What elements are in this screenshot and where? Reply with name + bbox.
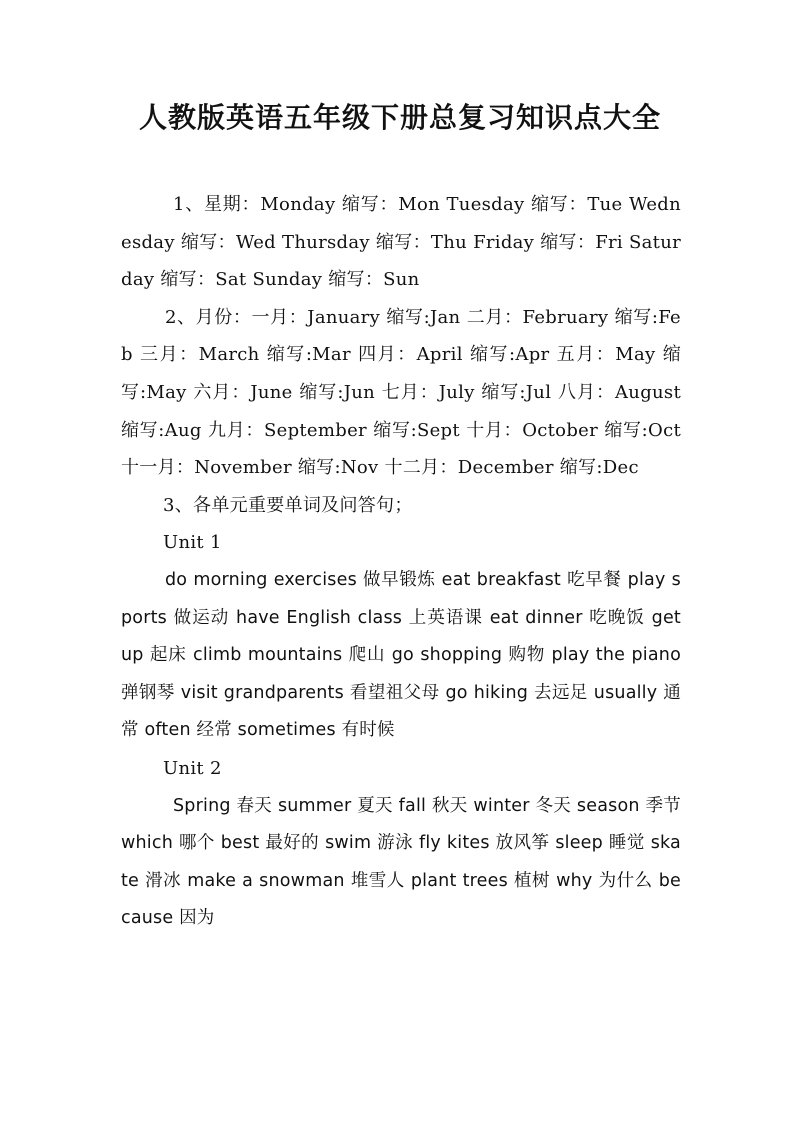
paragraph-section-3: 3、各单元重要单词及问答句； xyxy=(163,494,413,516)
paragraph-weekdays: 1、星期：Monday 缩写：Mon Tuesday 缩写：Tue Wednesday 缩写：Wed Thursday 缩写：Thu Friday 缩写：Fri Saturday 缩写：Sat Sunday 缩写：Sun xyxy=(121,194,681,291)
unit-1-vocabulary: do morning exercises 做早锻炼 eat breakfast 吃早餐 play sports 做运动 have English class 上英语课 eat dinner 吃晚饭 get up 起床 climb mountains 爬山 go shopping 购物 play the piano 弹钢琴 visit grandparents 看望祖父母 go hiking 去远足 usually 通常 often 经常 sometimes 有时候 xyxy=(121,569,681,741)
paragraph-months: 2、月份：一月：January 缩写:Jan 二月：February 缩写:Feb 三月：March 缩写:Mar 四月：April 缩写:Apr 五月：May 缩写:May 六月：June 缩写:Jun 七月：July 缩写:Jul 八月：August 缩写:Aug 九月：September 缩写:Sept 十月：October 缩写:Oct 十一月：November 缩写:Nov 十二月：December 缩写:Dec xyxy=(121,306,681,479)
document-title: 人教版英语五年级下册总复习知识点大全 xyxy=(138,101,661,134)
document-body xyxy=(121,186,681,938)
unit-2-vocabulary: Spring 春天 summer 夏天 fall 秋天 winter 冬天 season 季节 which 哪个 best 最好的 swim 游泳 fly kites 放风筝 sleep 睡觉 skate 滑冰 make a snowman 堆雪人 plant trees 植树 why 为什么 because 因为 xyxy=(121,795,681,929)
unit-1-heading: Unit 1 xyxy=(163,532,222,554)
unit-2-heading: Unit 2 xyxy=(163,757,222,779)
